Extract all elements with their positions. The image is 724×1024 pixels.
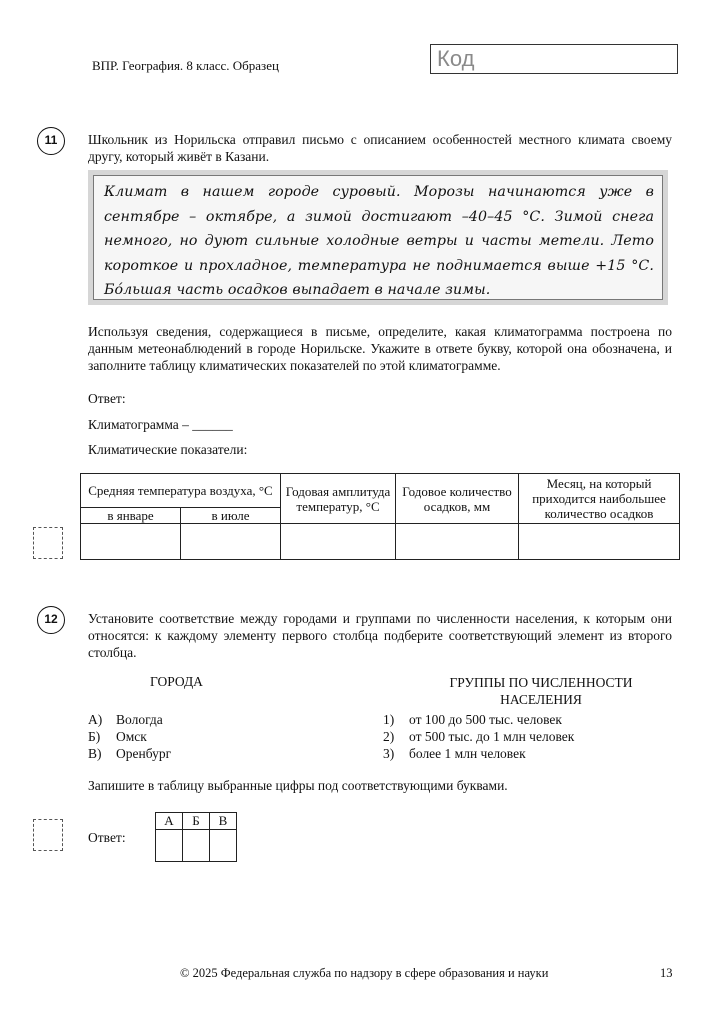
footer-copyright: © 2025 Федеральная служба по надзору в сфере образования и науки [180, 966, 549, 980]
list-item: Б) Омск [88, 729, 147, 744]
list-item: А) Вологда [88, 712, 163, 727]
list-item: 1) от 100 до 500 тыс. человек [383, 712, 562, 727]
answer-cell-a[interactable] [156, 830, 183, 862]
task11-intro: Школьник из Норильска отправил письмо с описанием особенностей местного климата своему другу, который живёт в Казани. [88, 132, 672, 164]
task11-instruction: Используя сведения, содержащиеся в письме, определите, какая климатограмма построена по данным метеонаблюдений в городе Норильске. Укажите в ответе букву, которой она обозначена, и заполните таблицу климатических показателей по этой климатограмме. [88, 324, 672, 373]
groups-column-title [400, 674, 682, 708]
groups-list [383, 711, 574, 762]
handwritten-letter: Климат в нашем городе суровый. Морозы начинаются уже в сентябре – октябре, а зимой достигают –40–45 °С. Зимой снега немного, но дуют сильные холодные ветры и часты метели. Лето короткое и прохладное, температура не поднимается выше +15 °С. Бóльшая часть осадков выпадает в начале зимы. [93, 175, 663, 300]
answer-cell-v[interactable] [210, 830, 237, 862]
list-item: 3) более 1 млн человек [383, 746, 526, 761]
answer-table-task12 [155, 812, 237, 862]
answer-cell-temp-january[interactable] [81, 524, 181, 560]
answer-cell-max-month[interactable] [519, 524, 680, 560]
answer-cell-temp-july[interactable] [181, 524, 281, 560]
task11-answer-label: Ответ: [88, 391, 126, 406]
letter-frame [88, 170, 668, 305]
list-item: 2) от 500 тыс. до 1 млн человек [383, 729, 575, 744]
task12-write-instruction: Запишите в таблицу выбранные цифры под соответствующими буквами. [88, 778, 508, 793]
header-amplitude: Годовая амплитуда температур, °С [281, 474, 396, 524]
score-box-task12 [33, 819, 63, 851]
list-item: В) Оренбург [88, 746, 172, 761]
climatogram-answer-line[interactable]: Климатограмма – ______ [88, 417, 233, 432]
cities-column-title: ГОРОДА [150, 674, 203, 689]
task12-answer-label: Ответ: [88, 830, 126, 845]
task12-intro: Установите соответствие между городами и группами по численности населения, к которым они относятся: к каждому элементу первого столбца подберите соответствующий элемент из второго столбца. [88, 611, 672, 660]
answer-header-v: В [210, 813, 237, 830]
groups-title-line2: НАСЕЛЕНИЯ [500, 692, 582, 707]
task-number-12: 12 [37, 606, 65, 634]
header-temp-july: в июле [181, 508, 281, 524]
groups-title-line1: ГРУППЫ ПО ЧИСЛЕННОСТИ [449, 675, 633, 690]
answer-header-b: Б [183, 813, 210, 830]
score-box-task11 [33, 527, 63, 559]
header-temperature: Средняя температура воздуха, °С [81, 474, 281, 508]
student-code-field[interactable]: Код [430, 44, 678, 74]
cities-list [88, 711, 171, 762]
page-header-title: ВПР. География. 8 класс. Образец [92, 58, 279, 73]
indicators-label: Климатические показатели: [88, 442, 248, 457]
header-temp-january: в январе [81, 508, 181, 524]
header-precipitation: Годовое количество осадков, мм [396, 474, 519, 524]
answer-cell-amplitude[interactable] [281, 524, 396, 560]
page-number: 13 [660, 966, 673, 980]
answer-cell-b[interactable] [183, 830, 210, 862]
task-number-11: 11 [37, 127, 65, 155]
climate-indicators-table [80, 473, 680, 560]
answer-header-a: А [156, 813, 183, 830]
answer-cell-precipitation[interactable] [396, 524, 519, 560]
header-max-month: Месяц, на который приходится наибольшее количество осадков [519, 474, 680, 524]
